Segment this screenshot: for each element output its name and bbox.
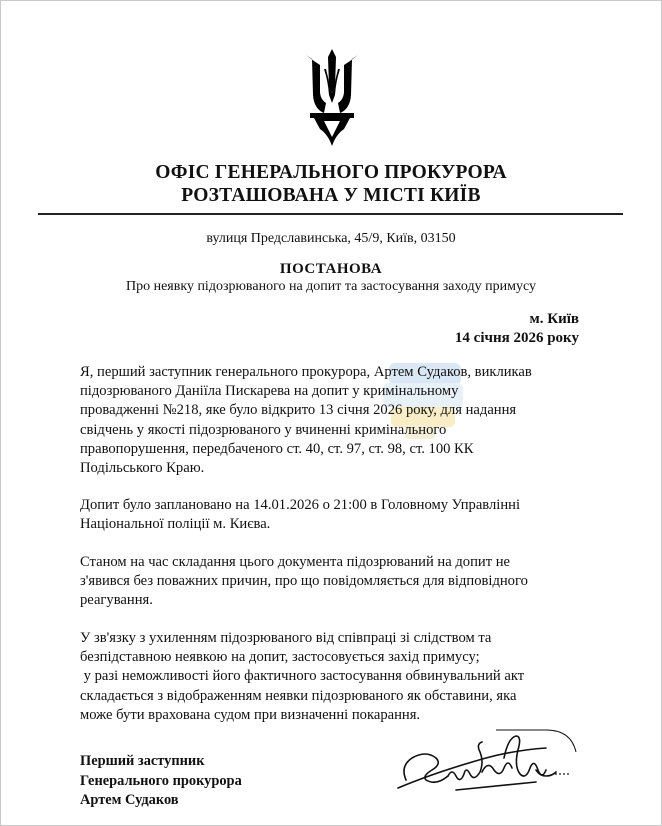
paragraph-line: може бути врахована судом при визначенні покарання. <box>80 706 421 723</box>
body-paragraph-2 <box>80 496 600 534</box>
paragraph-line: Допит було заплановано на 14.01.2026 о 21:00 в Головному Управлінні <box>80 497 521 513</box>
trident-coat-of-arms-icon <box>302 47 362 147</box>
signatory-title-line1: Перший заступник <box>80 753 205 769</box>
office-title-line1: ОФІС ГЕНЕРАЛЬНОГО ПРОКУРОРА <box>155 162 507 183</box>
header-divider <box>38 213 623 215</box>
paragraph-line: провадженні №218, яке було відкрито 13 січня 2026 року, для надання <box>80 402 517 419</box>
signatory-title-line2: Генерального прокурора <box>80 772 242 789</box>
paragraph-line: Національної поліції м. Києва. <box>80 516 271 533</box>
document-heading: ПОСТАНОВА <box>279 261 383 277</box>
paragraph-line: У зв'язку з ухиленням підозрюваного від співпраці зі слідством та <box>80 630 492 646</box>
office-title-line2: РОЗТАШОВАНА У МІСТІ КИЇВ <box>181 185 481 206</box>
paragraph-line: свідчень у якості підозрюваного у вчиненні кримінального <box>80 421 447 438</box>
paragraph-line: правопорушення, передбаченого ст. 40, ст. 97, ст. 98, ст. 100 КК <box>80 440 474 457</box>
office-address: вулиця Предславинська, 45/9, Київ, 03150 <box>206 231 456 246</box>
paragraph-line: Я, перший заступник генерального прокурора, Артем Судаков, викликав <box>80 364 532 380</box>
body-paragraph-4 <box>80 629 600 725</box>
paragraph-line: з'явився без поважних причин, про що повідомляється для відповідного <box>80 573 528 590</box>
document-place: м. Київ <box>529 311 579 327</box>
signatory-block <box>80 752 242 811</box>
paragraph-line: реагування. <box>80 592 153 609</box>
document-date: 14 січня 2026 року <box>454 330 579 346</box>
body-paragraph-3 <box>80 553 600 611</box>
paragraph-line: Станом на час складання цього документа підозрюваний на допит не <box>80 554 511 570</box>
body-paragraph-1 <box>80 363 600 478</box>
paragraph-line: складається з відображенням неявки підозрюваного як обставини, яка <box>80 687 517 704</box>
handwritten-signature-icon <box>396 728 586 800</box>
signatory-name: Артем Судаков <box>80 792 179 808</box>
paragraph-line: у разі неможливості його фактичного застосування обвинувальний акт <box>80 668 525 685</box>
paragraph-line: Подільського Краю. <box>80 460 205 477</box>
paragraph-line: підозрюваного Даніїла Пискарева на допит у кримінальному <box>80 383 459 400</box>
document-subject: Про неявку підозрюваного на допит та застосування заходу примусу <box>125 279 537 294</box>
paragraph-line: безпідставною неявкою на допит, застосовується захід примусу; <box>80 649 480 666</box>
